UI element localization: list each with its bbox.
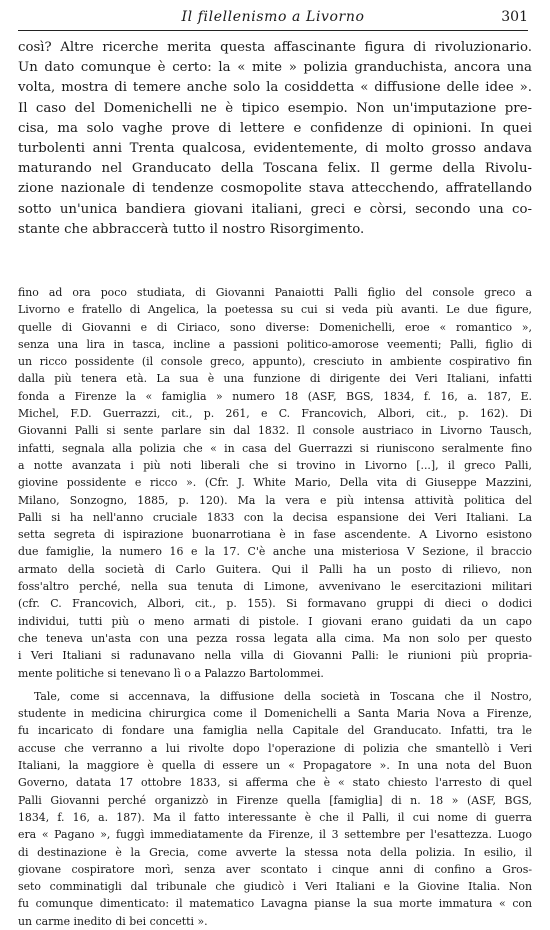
main-text-line: così? Altre ricerche merita questa affascinante figura di rivoluzionario. — [18, 40, 532, 55]
footnote-line: studente in medicina chirurgica come il Domenichelli a Santa Maria Nova a Firenze, — [18, 707, 532, 721]
main-text-line: zione nazionale di tendenze cosmopolite stava attecchendo, affratellando — [18, 181, 532, 197]
footnote-line: 1834, f. 16, a. 187). Ma il fatto interessante è che il Palli, il cui nome di guerra — [18, 810, 532, 824]
footnote-line: fonda a Firenze la « famiglia » numero 18 (ASF, BGS, 1834, f. 16, a. 187, E. — [18, 389, 532, 403]
footnote-line: fino ad ora poco studiata, di Giovanni Panaiotti Palli figlio del console greco a — [18, 286, 532, 299]
footnote-line: due famiglie, la numero 16 e la 17. C'è anche una misteriosa V Sezione, il braccio — [18, 545, 532, 559]
page-number: 301 — [501, 9, 528, 25]
footnote-line: Palli si ha nell'anno cruciale 1833 con la decisa espansione dei Veri Italiani. La — [18, 510, 532, 524]
footnote-line: che teneva un'asta con una pezza rossa legata alla cima. Ma non solo per questo — [18, 631, 532, 645]
main-text-line: cisa, ma solo vaghe prove di lettere e confidenze di opinioni. In quei — [18, 120, 532, 136]
footnote-line: era « Pagano », fuggì immediatamente da Firenze, il 3 settembre per l'esattezza. Luogo — [18, 828, 532, 842]
footnote-line: Tale, come si accennava, la diffusione della società in Toscana che il Nostro, — [34, 689, 532, 703]
footnote-line: armato della società di Carlo Guitera. Qui il Palli ha un posto di rilievo, non — [18, 562, 532, 576]
main-text — [18, 38, 532, 240]
main-text-line: maturando nel Granducato della Toscana felix. Il germe della Rivolu- — [18, 161, 532, 177]
footnote-line: senza una lira in tasca, incline a passioni politico-amorose veementi; Palli, figlio di — [18, 337, 532, 351]
footnote-line: un ricco possidente (il console greco, appunto), cresciuto in ambiente cospirativo fin — [18, 355, 532, 369]
main-text-line: turbolenti anni Trenta qualcosa, evidentemente, di molto grosso andava — [18, 141, 532, 157]
main-text-line: volta, mostra di temere anche solo la cosiddetta « diffusione delle idee ». — [18, 80, 532, 96]
main-text-line: Il caso del Domenichelli ne è tipico esempio. Non un'imputazione pre- — [18, 100, 532, 116]
footnote-line: dalla più tenera età. La sua è una funzione di dirigente dei Veri Italiani, infatti — [18, 372, 532, 386]
footnote-line: quelle di Giovanni e di Ciriaco, sono diverse: Domenichelli, eroe « romantico », — [18, 320, 532, 334]
footnote-line: fu incaricato di fondare una famiglia nella Capitale del Granducato. Infatti, tra le — [18, 724, 532, 738]
footnote-line: fu comunque dimenticato: il matematico Lavagna pianse la sua morte immatura « con — [18, 897, 532, 911]
footnote-line: setta segreta di ispirazione buonarrotiana è in fase ascendente. A Livorno esistono — [18, 528, 532, 542]
footnote-line: Giovanni Palli si sente parlare sin dal 1832. Il console austriaco in Livorno Tausch, — [18, 424, 532, 438]
footnote-line: (cfr. C. Francovich, Albori, cit., p. 155). Si formavano gruppi di dieci o dodici — [18, 597, 532, 611]
footnote-line: accuse che verranno a lui rivolte dopo l'operazione di polizia che smantellò i Veri — [18, 741, 532, 755]
footnote-line: Livorno e fratello di Angelica, la poetessa su cui si veda più avanti. Le due figure, — [18, 303, 532, 317]
footnote-line: Governo, datata 17 ottobre 1833, si afferma che è « stato chiesto l'arresto di quel — [18, 776, 532, 790]
footnote-line: giovine possidente e ricco ». (Cfr. J. White Mario, Della vita di Giuseppe Mazzini, — [18, 476, 532, 490]
footnote-line: Michel, F.D. Guerrazzi, cit., p. 261, e C. Francovich, Albori, cit., p. 162). Di — [18, 407, 532, 421]
footnote-line: infatti, segnala alla polizia che « in casa del Guerrazzi si riuniscono seralmente fino — [18, 441, 532, 455]
footnote-line: un carme inedito di bei concetti ». — [18, 914, 208, 928]
footnote-line: giovane cospiratore morì, senza aver scontato i cinque anni di confino a Gros- — [18, 862, 532, 876]
footnote-line: Palli Giovanni perché organizzò in Firenze quella [famiglia] di n. 18 » (ASF, BGS, — [18, 793, 532, 807]
footnote-line: di destinazione è la Grecia, come avverte la stessa nota della polizia. In esilio, il — [18, 845, 532, 859]
main-text-line: Un dato comunque è certo: la « mite » polizia granduchista, ancora una — [18, 60, 532, 76]
footnote-line: Milano, Sonzogno, 1885, p. 120). Ma la vera e più intensa attività politica del — [18, 493, 532, 507]
running-title: Il filellenismo a Livorno — [181, 9, 365, 25]
footnote-line: a notte avanzata i più noti liberali che si trovino in Livorno [...], il greco Palli, — [18, 458, 532, 472]
footnote — [18, 284, 532, 930]
page-header — [18, 8, 528, 31]
footnote-line: foss'altro perché, nella sua tenuta di Limone, avvenivano le esercitazioni militari — [18, 580, 532, 594]
main-text-line: stante che abbraccerà tutto il nostro Risorgimento. — [18, 221, 365, 237]
footnote-line: mente politiche si tenevano lì o a Palazzo Bartolommei. — [18, 666, 324, 680]
footnote-line: individui, tutti più o meno armati di pistole. I giovani erano guidati da un capo — [18, 614, 532, 628]
main-text-line: sotto un'unica bandiera giovani italiani, greci e còrsi, secondo una co- — [18, 201, 532, 217]
footnote-line: seto comminatigli dal tribunale che giudicò i Veri Italiani e la Giovine Italia. Non — [18, 880, 532, 894]
footnote-line: Italiani, la maggiore è quella di essere un « Propagatore ». In una nota del Buon — [18, 759, 532, 773]
footnote-line: i Veri Italiani si radunavano nella villa di Giovanni Palli: le riunioni più propria- — [18, 649, 532, 663]
